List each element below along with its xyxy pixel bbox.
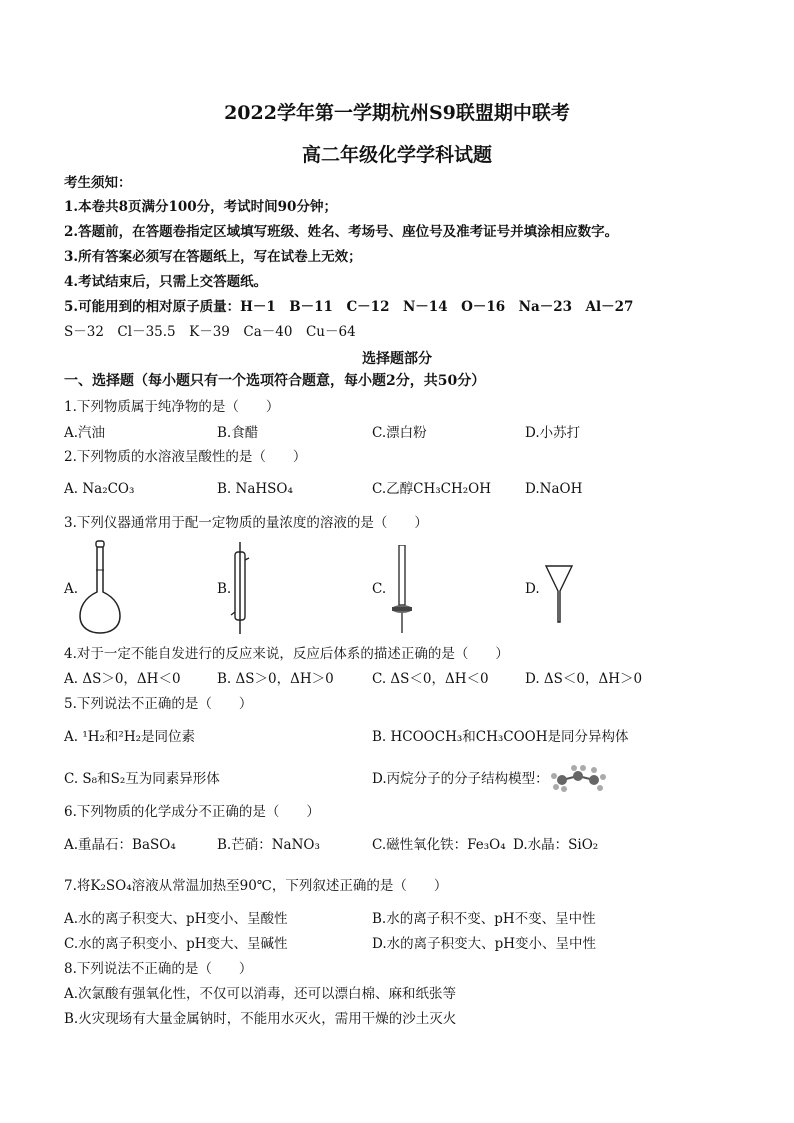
option-b: B. NaHSO₄ — [217, 481, 293, 497]
option-a: A. — [64, 581, 79, 597]
option-a: A.水的离子积变大、pH变小、呈酸性 — [64, 911, 288, 927]
option-b: B.芒硝：NaNO₃ — [217, 837, 320, 853]
option-d: D. — [525, 581, 540, 597]
question-stem: 2.下列物质的水溶液呈酸性的是（ ） — [64, 449, 307, 465]
exam-title: 2022学年第一学期杭州S9联盟期中联考 — [224, 102, 570, 124]
option-c: C. ΔS＜0，ΔH＜0 — [372, 671, 489, 687]
option-b: B. HCOOCH₃和CH₃COOH是同分异构体 — [372, 729, 629, 745]
question-stem: 7.将K₂SO₄溶液从常温加热至90℃，下列叙述正确的是（ ） — [64, 878, 448, 894]
notice-item: 3.所有答案必须写在答题纸上，写在试卷上无效； — [64, 249, 362, 265]
option-c: C.水的离子积变小、pH变大、呈碱性 — [64, 936, 288, 952]
option-b: B. — [217, 581, 232, 597]
question-stem: 5.下列说法不正确的是（ ） — [64, 696, 253, 712]
part-one-heading: 一、选择题（每小题只有一个选项符合题意，每小题2分，共50分） — [64, 373, 486, 389]
option-c: C.乙醇CH₃CH₂OH — [372, 481, 492, 497]
notice-item: 1.本卷共8页满分100分，考试时间90分钟； — [64, 199, 337, 215]
option-d: D.水的离子积变大、pH变小、呈中性 — [372, 936, 597, 952]
option-a: A. ¹H₂和²H₂是同位素 — [64, 729, 196, 745]
option-b: B. ΔS＞0，ΔH＞0 — [217, 671, 334, 687]
volumetric-flask-icon — [78, 540, 122, 635]
option-a: A.汽油 — [64, 425, 106, 441]
option-d: D.小苏打 — [525, 425, 581, 441]
atomic-mass-line-2: S－32 Cl－35.5 K－39 Ca－40 Cu－64 — [64, 324, 356, 340]
option-d: D.NaOH — [525, 481, 583, 497]
notice-item: 4.考试结束后，只需上交答题纸。 — [64, 274, 268, 290]
option-b: B.火灾现场有大量金属钠时，不能用水灭火，需用干燥的沙土灭火 — [64, 1011, 457, 1027]
option-d: D.丙烷分子的分子结构模型： — [372, 771, 549, 787]
question-stem: 1.下列物质属于纯净物的是（ ） — [64, 399, 280, 415]
option-c: C. — [372, 581, 387, 597]
option-c: C.漂白粉 — [372, 425, 427, 441]
question-stem: 4.对于一定不能自发进行的反应来说，反应后体系的描述正确的是（ ） — [64, 646, 509, 662]
section-title: 选择题部分 — [362, 351, 432, 367]
option-a: A.次氯酸有强氧化性，不仅可以消毒，还可以漂白棉、麻和纸张等 — [64, 986, 457, 1002]
option-d: D.水晶：SiO₂ — [513, 837, 599, 853]
option-b: B.水的离子积不变、pH不变、呈中性 — [372, 911, 596, 927]
condenser-icon — [230, 542, 250, 634]
option-c: C.磁性氧化铁：Fe₃O₄ — [372, 837, 506, 853]
option-a: A. ΔS＞0，ΔH＜0 — [64, 671, 181, 687]
option-b: B.食醋 — [217, 425, 259, 441]
burette-icon — [388, 545, 416, 635]
question-stem: 3.下列仪器通常用于配一定物质的量浓度的溶液的是（ ） — [64, 515, 428, 531]
propane-model-icon — [550, 764, 608, 792]
option-a: A. Na₂CO₃ — [64, 481, 135, 497]
funnel-icon — [545, 565, 573, 623]
question-stem: 8.下列说法不正确的是（ ） — [64, 961, 253, 977]
option-a: A.重晶石：BaSO₄ — [64, 837, 176, 853]
option-c: C. S₈和S₂互为同素异形体 — [64, 771, 220, 787]
atomic-mass-text: 5.可能用到的相对原子质量：H－1 B－11 C－12 N－14 O－16 Na－23 Al－27 — [64, 299, 634, 315]
exam-subtitle: 高二年级化学学科试题 — [301, 144, 492, 166]
notice-item: 2.答题前，在答题卷指定区域填写班级、姓名、考场号、座位号及准考证号并填涂相应数字。 — [64, 224, 619, 240]
atomic-mass-line — [64, 298, 633, 316]
question-stem: 6.下列物质的化学成分不正确的是（ ） — [64, 804, 320, 820]
notice-heading: 考生须知： — [64, 175, 132, 191]
option-d: D. ΔS＜0，ΔH＞0 — [525, 671, 643, 687]
